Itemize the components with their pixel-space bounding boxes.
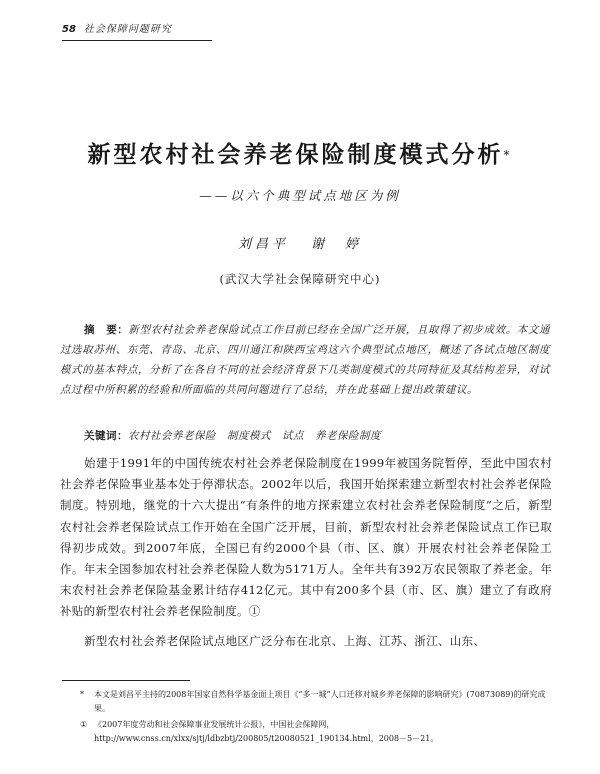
journal-name: 社会保障问题研究: [83, 24, 172, 35]
article-title-line: [0, 140, 600, 170]
footnote: [80, 718, 554, 746]
author-list: [0, 233, 600, 252]
author-affiliation: (武汉大学社会保障研究中心): [219, 272, 381, 286]
author-name: 谢 婷: [311, 237, 363, 252]
title-footnote-mark: *: [503, 148, 513, 162]
footnote: [80, 688, 554, 716]
author-name: 刘昌平: [237, 237, 289, 252]
keywords: [84, 426, 550, 446]
body-paragraph: 始建于1991年的中国传统农村社会养老保险制度在1999年被国务院暂停，至此中国农村社会养老保险事业基本处于停滞状态。2002年以后，我国开始探索建立新型农村社会养老保险制度。特别地，继党的十六大提出“有条件的地方探索建立农村社会养老保险制度”之后，新型农村社会养老保险试点工作开始在全国广泛开展，目前，新型农村社会养老保险试点工作已取得初步成效。到2007年底，全国已有约2000个县（市、区、旗）开展农村社会养老保险工作。年末全国参加农村社会养老保险人数为5171万人。全年共有392万农民领取了养老金。年末农村社会养老保险基金累计结存412亿元。其中有200多个县（市、区、旗）建立了有政府补贴的新型农村社会养老保险制度。①: [60, 456, 552, 619]
running-header: [62, 22, 212, 41]
body-text: [60, 453, 552, 652]
abstract: [60, 320, 550, 400]
footnote-marker: ①: [80, 720, 88, 729]
footnote-divider: [62, 680, 190, 681]
footnote-text: 《2007年度劳动和社会保障事业发展统计公报》，中国社会保障网，http://www.cnss.cn/xlxx/sjtj/ldbzbtj/200805/t20080521_190134.html，2008－5－21。: [94, 720, 439, 743]
article-title: 新型农村社会养老保险制度模式分析: [87, 141, 504, 168]
keywords-label: 关键词：: [84, 430, 128, 442]
abstract-text: 新型农村社会养老保险试点工作目前已经在全国广泛开展，且取得了初步成效。本文通过选取苏州、东莞、青岛、北京、四川通江和陕西宝鸡这六个典型试点地区，概述了各试点地区制度模式的基本特点，分析了在各自不同的社会经济背景下几类制度模式的共同特征及其结构差异，对试点过程中所积累的经验和所面临的共同问题进行了总结，并在此基础上提出政策建议。: [60, 324, 550, 396]
abstract-label: 摘 要：: [84, 324, 129, 336]
footnote-text: 本文是刘昌平主持的2008年国家自然科学基金面上项目《“多一城”人口迁移对城乡养老保障的影响研究》(70873089)的研究成果。: [94, 690, 546, 713]
body-paragraph: 新型农村社会养老保险试点地区广泛分布在北京、上海、江苏、浙江、山东、: [84, 633, 486, 648]
article-subtitle: ——以六个典型试点地区为例: [199, 188, 401, 203]
page-number: 58: [62, 24, 76, 35]
footnote-marker: *: [80, 690, 84, 699]
keywords-text: 农村社会养老保险 制度模式 试点 养老保险制度: [128, 430, 381, 442]
footnotes: [80, 688, 554, 748]
